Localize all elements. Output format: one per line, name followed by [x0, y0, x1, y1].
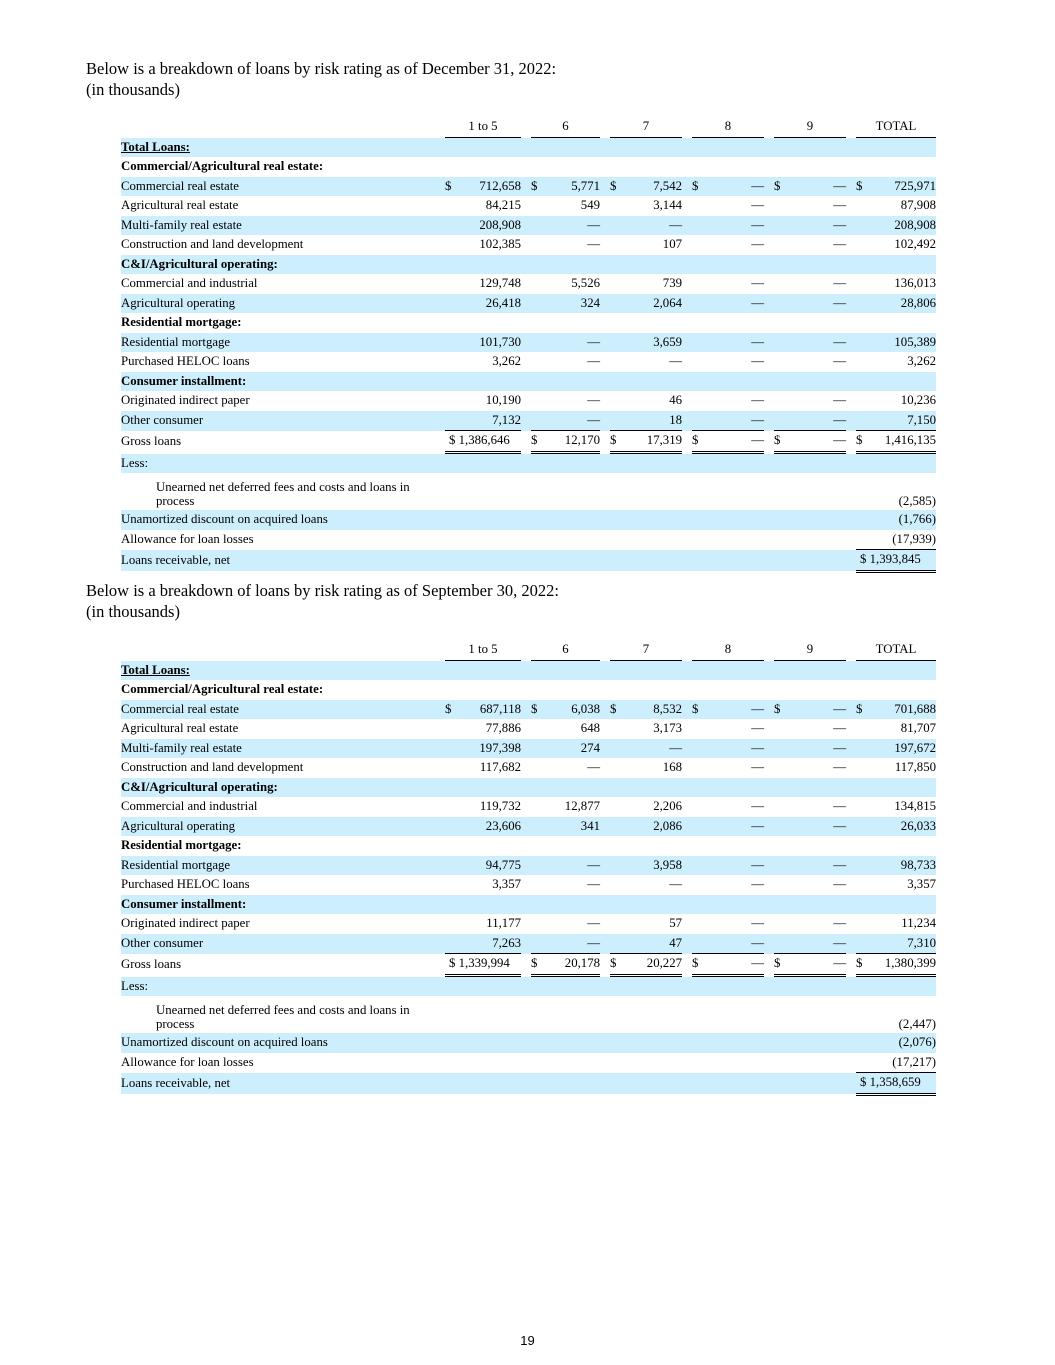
- cell-value: —: [751, 198, 764, 212]
- table-row: [121, 914, 936, 934]
- group-heading-row: [121, 778, 936, 798]
- cell-value: 197,398: [462, 739, 521, 759]
- gross-value: 20,178: [540, 954, 600, 976]
- allowance-row: [121, 1053, 936, 1073]
- cell-value: —: [833, 354, 846, 368]
- dollar-sign: $: [774, 177, 783, 197]
- table-row: [121, 758, 936, 778]
- cell-value: 117,682: [479, 760, 521, 774]
- table-row: [121, 177, 936, 197]
- gross-loans-label: Gross loans: [121, 956, 182, 971]
- cell-value: 712,658: [462, 177, 521, 197]
- cell-value: 47: [619, 934, 682, 954]
- header-row: [121, 117, 936, 137]
- cell-value: —: [783, 856, 846, 876]
- column-header-c8: 8: [692, 117, 764, 137]
- cell-value: 129,748: [479, 276, 521, 290]
- cell-value: 87,908: [900, 198, 936, 212]
- cell-value: 2,086: [619, 817, 682, 837]
- table-intro: [86, 580, 559, 622]
- dollar-sign: $: [692, 431, 701, 453]
- cell-value: 105,389: [865, 333, 936, 353]
- row-label: Agricultural real estate: [121, 721, 239, 735]
- cell-value: —: [833, 799, 846, 813]
- cell-value: 3,958: [619, 856, 682, 876]
- less-label: Less:: [121, 975, 936, 996]
- dollar-sign: $: [445, 700, 462, 720]
- cell-value: 6,038: [540, 700, 600, 720]
- gross-value: 17,319: [619, 431, 682, 453]
- table-row: [121, 856, 936, 876]
- cell-value: —: [751, 237, 764, 251]
- cell-value: —: [783, 739, 846, 759]
- cell-value: 11,234: [901, 916, 936, 930]
- cell-value: —: [783, 934, 846, 954]
- cell-value: —: [669, 877, 682, 891]
- cell-value: 10,236: [900, 393, 936, 407]
- units-note: (in thousands): [86, 80, 180, 99]
- cell-value: 3,357: [907, 877, 936, 891]
- cell-value: 2,064: [619, 294, 682, 314]
- cell-value: —: [540, 856, 600, 876]
- cell-value: —: [540, 333, 600, 353]
- cell-value: 18: [619, 411, 682, 431]
- unamortized-discount-row-value: (2,076): [856, 1033, 936, 1053]
- dollar-sign: $: [531, 431, 540, 453]
- cell-value: 3,357: [492, 877, 521, 891]
- group-heading: C&I/Agricultural operating:: [121, 778, 936, 798]
- cell-value: 5,526: [571, 276, 600, 290]
- row-label: Residential mortgage: [121, 333, 441, 353]
- gross-value: 20,227: [619, 954, 682, 976]
- cell-value: 739: [662, 276, 682, 290]
- cell-value: 101,730: [462, 333, 521, 353]
- dollar-sign: $: [445, 177, 462, 197]
- table-row: [121, 817, 936, 837]
- cell-value: —: [751, 276, 764, 290]
- cell-value: 274: [540, 739, 600, 759]
- dollar-sign: $: [610, 700, 619, 720]
- cell-value: 7,132: [462, 411, 521, 431]
- cell-value: 341: [540, 817, 600, 837]
- row-label: Originated indirect paper: [121, 916, 250, 930]
- cell-value: 136,013: [894, 276, 936, 290]
- allowance-row: [121, 530, 936, 550]
- cell-value: 46: [669, 393, 682, 407]
- cell-value: —: [833, 276, 846, 290]
- cell-value: 324: [540, 294, 600, 314]
- cell-value: —: [587, 916, 600, 930]
- column-header-c8: 8: [692, 640, 764, 660]
- cell-value: —: [833, 393, 846, 407]
- cell-value: 3,144: [653, 198, 682, 212]
- cell-value: 98,733: [865, 856, 936, 876]
- group-heading-row: [121, 255, 936, 275]
- gross-value: $ 1,386,646: [445, 431, 521, 453]
- gross-value: 1,380,399: [865, 954, 936, 976]
- cell-value: —: [751, 393, 764, 407]
- cell-value: 134,815: [894, 799, 936, 813]
- loans-receivable-net-row-label: Loans receivable, net: [121, 1073, 441, 1095]
- cell-value: —: [669, 354, 682, 368]
- group-heading: C&I/Agricultural operating:: [121, 255, 936, 275]
- unearned-fees-row-label: Unearned net deferred fees and costs and loans in process: [156, 1003, 410, 1031]
- cell-value: 107: [662, 237, 682, 251]
- group-heading-row: [121, 836, 936, 856]
- table-row: [121, 235, 936, 255]
- dollar-sign: $: [531, 700, 540, 720]
- gross-loans-label: Gross loans: [121, 433, 182, 448]
- table-row: [121, 391, 936, 411]
- total-loans-heading: Total Loans:: [121, 139, 190, 154]
- cell-value: 5,771: [540, 177, 600, 197]
- cell-value: —: [540, 216, 600, 236]
- cell-value: —: [701, 817, 764, 837]
- risk-rating-table: [121, 640, 936, 1096]
- group-heading: Commercial/Agricultural real estate:: [121, 682, 324, 696]
- table-row: [121, 875, 936, 895]
- dollar-sign: $: [610, 177, 619, 197]
- table-row: [121, 797, 936, 817]
- cell-value: —: [701, 739, 764, 759]
- row-label: Other consumer: [121, 934, 441, 954]
- risk-rating-table: [121, 117, 936, 573]
- cell-value: 102,385: [479, 237, 521, 251]
- cell-value: —: [751, 916, 764, 930]
- allowance-row-label: Allowance for loan losses: [121, 1054, 254, 1069]
- cell-value: 10,190: [485, 393, 521, 407]
- group-heading: Residential mortgage:: [121, 315, 242, 329]
- total-loans-row: [121, 660, 936, 680]
- cell-value: —: [783, 216, 846, 236]
- unearned-fees-row-label: Unearned net deferred fees and costs and loans in process: [156, 480, 410, 508]
- cell-value: —: [587, 393, 600, 407]
- cell-value: —: [833, 198, 846, 212]
- cell-value: —: [701, 333, 764, 353]
- column-header-total: TOTAL: [856, 117, 936, 137]
- cell-value: —: [833, 721, 846, 735]
- cell-value: 3,659: [619, 333, 682, 353]
- units-note: (in thousands): [86, 602, 180, 621]
- page-number: 19: [520, 1333, 535, 1348]
- cell-value: 7,263: [462, 934, 521, 954]
- cell-value: 81,707: [900, 721, 936, 735]
- cell-value: —: [587, 354, 600, 368]
- column-header-c1: 1 to 5: [445, 640, 521, 660]
- table-row: [121, 294, 936, 314]
- dollar-sign: $: [531, 954, 540, 976]
- dollar-sign: $: [610, 431, 619, 453]
- cell-value: 687,118: [462, 700, 521, 720]
- cell-value: 12,877: [564, 799, 600, 813]
- cell-value: 3,262: [907, 354, 936, 368]
- cell-value: —: [783, 177, 846, 197]
- unearned-fees-row-value: (2,447): [898, 1017, 936, 1031]
- cell-value: —: [587, 237, 600, 251]
- header-row: [121, 640, 936, 660]
- row-label: Originated indirect paper: [121, 393, 250, 407]
- cell-value: 84,215: [485, 198, 521, 212]
- cell-value: 28,806: [865, 294, 936, 314]
- loans-receivable-net-row-value: $ 1,393,845: [856, 550, 936, 572]
- cell-value: —: [619, 739, 682, 759]
- cell-value: —: [783, 817, 846, 837]
- cell-value: —: [751, 354, 764, 368]
- row-label: Commercial real estate: [121, 177, 441, 197]
- row-label: Multi-family real estate: [121, 216, 441, 236]
- unamortized-discount-row: [121, 1033, 936, 1053]
- unearned-fees-row: [121, 996, 936, 1033]
- dollar-sign: $: [856, 177, 865, 197]
- cell-value: —: [540, 934, 600, 954]
- cell-value: 2,206: [653, 799, 682, 813]
- dollar-sign: $: [610, 954, 619, 976]
- table-row: [121, 216, 936, 236]
- unearned-fees-row: [121, 473, 936, 510]
- column-header-c9: 9: [774, 117, 846, 137]
- row-label: Commercial and industrial: [121, 276, 258, 290]
- cell-value: —: [833, 237, 846, 251]
- column-header-total: TOTAL: [856, 640, 936, 660]
- cell-value: 549: [580, 198, 600, 212]
- table-row: [121, 274, 936, 294]
- loans-receivable-net-row-value: $ 1,358,659: [856, 1073, 936, 1095]
- unearned-fees-row-value: (2,585): [898, 494, 936, 508]
- table-row: [121, 352, 936, 372]
- allowance-row-label: Allowance for loan losses: [121, 531, 254, 546]
- column-header-c6: 6: [531, 117, 600, 137]
- cell-value: —: [701, 216, 764, 236]
- total-loans-heading: Total Loans:: [121, 662, 190, 677]
- table-row: [121, 411, 936, 431]
- cell-value: 648: [580, 721, 600, 735]
- cell-value: —: [587, 760, 600, 774]
- dollar-sign: $: [692, 700, 701, 720]
- table-row: [121, 333, 936, 353]
- loans-receivable-net-row-label: Loans receivable, net: [121, 550, 441, 572]
- gross-loans-row: [121, 954, 936, 976]
- table-row: [121, 739, 936, 759]
- unamortized-discount-row-value: (1,766): [856, 510, 936, 530]
- row-label: Agricultural real estate: [121, 198, 239, 212]
- row-label: Purchased HELOC loans: [121, 877, 250, 891]
- loans-receivable-net-row: [121, 1073, 936, 1095]
- row-label: Construction and land development: [121, 237, 304, 251]
- cell-value: —: [783, 333, 846, 353]
- cell-value: 725,971: [865, 177, 936, 197]
- less-row: [121, 975, 936, 996]
- table-row: [121, 700, 936, 720]
- cell-value: —: [833, 877, 846, 891]
- cell-value: —: [701, 700, 764, 720]
- unamortized-discount-row-label: Unamortized discount on acquired loans: [121, 1033, 441, 1053]
- cell-value: 7,150: [865, 411, 936, 431]
- gross-value: 1,416,135: [865, 431, 936, 453]
- row-label: Multi-family real estate: [121, 739, 441, 759]
- gross-value: 12,170: [540, 431, 600, 453]
- intro-text: Below is a breakdown of loans by risk rating as of September 30, 2022:: [86, 581, 559, 600]
- unamortized-discount-row: [121, 510, 936, 530]
- intro-text: Below is a breakdown of loans by risk rating as of December 31, 2022:: [86, 59, 557, 78]
- column-header-c7: 7: [610, 117, 682, 137]
- row-label: Residential mortgage: [121, 856, 441, 876]
- dollar-sign: $: [774, 954, 783, 976]
- cell-value: 26,418: [462, 294, 521, 314]
- cell-value: 3,262: [492, 354, 521, 368]
- dollar-sign: $: [692, 954, 701, 976]
- dollar-sign: $: [774, 431, 783, 453]
- cell-value: —: [587, 877, 600, 891]
- cell-value: 23,606: [462, 817, 521, 837]
- cell-value: 7,310: [865, 934, 936, 954]
- group-heading-row: [121, 372, 936, 392]
- table-intro: [86, 58, 556, 100]
- table-row: [121, 934, 936, 954]
- cell-value: —: [783, 294, 846, 314]
- column-header-c9: 9: [774, 640, 846, 660]
- cell-value: —: [701, 411, 764, 431]
- cell-value: 197,672: [865, 739, 936, 759]
- row-label: Agricultural operating: [121, 294, 441, 314]
- cell-value: 8,532: [619, 700, 682, 720]
- unamortized-discount-row-label: Unamortized discount on acquired loans: [121, 510, 441, 530]
- cell-value: 7,542: [619, 177, 682, 197]
- column-header-c7: 7: [610, 640, 682, 660]
- gross-value: —: [701, 431, 764, 453]
- row-label: Commercial real estate: [121, 700, 441, 720]
- cell-value: 208,908: [462, 216, 521, 236]
- dollar-sign: $: [531, 177, 540, 197]
- cell-value: 208,908: [865, 216, 936, 236]
- loans-receivable-net-row: [121, 550, 936, 572]
- dollar-sign: $: [856, 954, 865, 976]
- cell-value: —: [701, 177, 764, 197]
- dollar-sign: $: [856, 431, 865, 453]
- group-heading: Consumer installment:: [121, 895, 936, 915]
- group-heading-row: [121, 313, 936, 333]
- group-heading: Residential mortgage:: [121, 838, 242, 852]
- row-label: Other consumer: [121, 411, 441, 431]
- cell-value: 94,775: [462, 856, 521, 876]
- dollar-sign: $: [692, 177, 701, 197]
- cell-value: 11,177: [486, 916, 521, 930]
- cell-value: 119,732: [479, 799, 521, 813]
- group-heading-row: [121, 157, 936, 177]
- cell-value: —: [751, 721, 764, 735]
- cell-value: —: [751, 877, 764, 891]
- cell-value: —: [783, 411, 846, 431]
- gross-value: —: [783, 954, 846, 976]
- cell-value: —: [833, 760, 846, 774]
- cell-value: 57: [669, 916, 682, 930]
- less-row: [121, 452, 936, 473]
- table-row: [121, 719, 936, 739]
- cell-value: —: [619, 216, 682, 236]
- cell-value: —: [833, 916, 846, 930]
- row-label: Commercial and industrial: [121, 799, 258, 813]
- cell-value: —: [701, 934, 764, 954]
- cell-value: 26,033: [865, 817, 936, 837]
- cell-value: 168: [662, 760, 682, 774]
- cell-value: 3,173: [653, 721, 682, 735]
- table-row: [121, 196, 936, 216]
- cell-value: 117,850: [894, 760, 936, 774]
- allowance-row-value: (17,217): [856, 1053, 936, 1073]
- column-header-c6: 6: [531, 640, 600, 660]
- cell-value: 701,688: [865, 700, 936, 720]
- cell-value: 102,492: [894, 237, 936, 251]
- group-heading: Consumer installment:: [121, 372, 936, 392]
- row-label: Agricultural operating: [121, 817, 441, 837]
- dollar-sign: $: [774, 700, 783, 720]
- gross-value: $ 1,339,994: [445, 954, 521, 976]
- cell-value: —: [540, 411, 600, 431]
- cell-value: —: [751, 760, 764, 774]
- gross-value: —: [701, 954, 764, 976]
- group-heading-row: [121, 895, 936, 915]
- row-label: Construction and land development: [121, 760, 304, 774]
- group-heading: Commercial/Agricultural real estate:: [121, 159, 324, 173]
- gross-loans-row: [121, 431, 936, 453]
- cell-value: —: [701, 294, 764, 314]
- gross-value: —: [783, 431, 846, 453]
- cell-value: —: [751, 799, 764, 813]
- dollar-sign: $: [856, 700, 865, 720]
- total-loans-row: [121, 137, 936, 157]
- allowance-row-value: (17,939): [856, 530, 936, 550]
- group-heading-row: [121, 680, 936, 700]
- cell-value: 77,886: [485, 721, 521, 735]
- row-label: Purchased HELOC loans: [121, 354, 250, 368]
- cell-value: —: [701, 856, 764, 876]
- cell-value: —: [783, 700, 846, 720]
- column-header-c1: 1 to 5: [445, 117, 521, 137]
- less-label: Less:: [121, 452, 936, 473]
